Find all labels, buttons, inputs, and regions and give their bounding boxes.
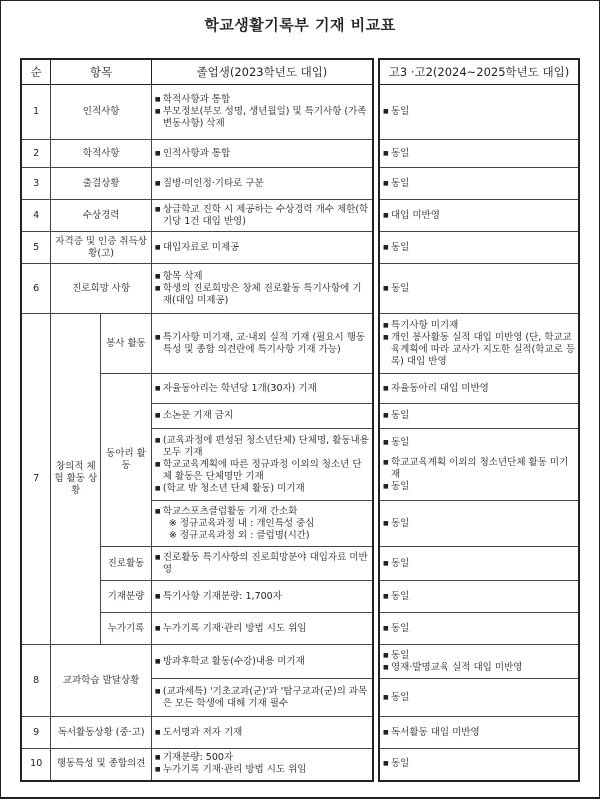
table-row: 5 자격증 및 인증 취득상황(고) ■ 대입자료로 미제공 <box>21 232 373 264</box>
table-row <box>21 85 373 140</box>
table-row: 7 창의적 체험 활동 상황 봉사 활동 ■ 특기사항 미기재, 교·내외 실적 기재 (필요시 행동특성 및 종합 의견란에 특기사항 기재 가능) <box>21 314 373 374</box>
header-item: 항목 <box>51 59 151 85</box>
row-no: 1 <box>21 85 51 140</box>
current-students-comparison-table: 고3 ·고2(2024~2025학년도 대입) ■ 동일 ■ 동일 ■ 동일 ■ 대입 미반영 ■ 동일 ■ 동일 ■ 특기사항 미기재 ■ 개인 봉사활동 실적 대입 미반영 (단, 학교교육계획에 따라 교사가 지도한 실적(학교로 등록) 대입 반영 ■ 자율동아리 대입 미반영 ■ 동일 ■ 동일 ■ 학교교육계획 이외의 청소년단체 활동 미기재 ■ 동일 ■ 동일 ■ 동일 ■ 동일 ■ 동일 ■ 동일 ■ 영재·발명교육 실적 대입 미반영 ■ 동일 ■ 독서활동 대입 미반영 ■ 동일 <box>378 58 580 782</box>
document-title: 학교생활기록부 기재 비교표 <box>204 16 396 34</box>
table-row: 6 진로희망 사항 ■ 항목 삭제 ■ 학생의 진로희망은 창체 진로활동 특기사항에 기재(대입 미제공) <box>21 264 373 314</box>
table-row: 4 수상경력 ■ 상급학교 진학 시 제공하는 수상경력 개수 제한(학기당 1건 대입 반영) <box>21 200 373 232</box>
row-content: ■ 학적사항과 통합 ■ 부모정보(부모 성명, 생년월일) 및 특기사항 (가족변동사항) 삭제 <box>151 85 373 140</box>
header-current: 고3 ·고2(2024~2025학년도 대입) <box>379 59 579 85</box>
table-row: 10 행동특성 및 종합의견 ■ 기재분량: 500자 ■ 누가기록 기재·관리 방법 시도 위임 <box>21 749 373 781</box>
header-graduate: 졸업생(2023학년도 대입) <box>151 59 373 85</box>
graduate-comparison-table: 순 항목 졸업생(2023학년도 대입) 1 인적사항 ■ 학적사항과 통합 ■ 부모정보(부모 성명, 생년월일) 및 특기사항 (가족변동사항) 삭제 2 학적사항 ■ 인적사항과 통합 3 출결상황 ■ 질병·미인정·기타로 구분 4 수상경력 ■ 상급학교 진학 시 제공하는 수상경력 개수 제한(학기당 1건 대입 반영) 5 자격증 및 인증 취득상황(고) ■ 대입자료로 미제공 6 진로희망 사항 ■ 항목 삭제 ■ 학생의 진로희망은 창체 진로활동 특기사항에 기재(대입 미제공) 7 창의적 체험 활동 상황 봉사 활동 ■ 특기사항 미기재, 교·내외 실적 기재 (필요시 행동특성 및 종합 의견란에 특기사항 기재 가능) 동아리 활동 ■ 자율동아리는 학년당 1개(30자) 기재 ■ 소논문 기재 금지 ■ (교육과정에 편성된 청소년단체) 단체명, 활동내용 모두 기재 ■ 학교교육계획에 따른 정규과정 이외의 청소년 단체 활동은 단체명만 기재 ■ (학교 밖 청소년 단체 활동) 미기재 ■ 학교스포츠클럽활동 기재 간소화 ※ 정규교육과정 내 : 개인특성 중심 ※ 정규교육과정 외 : 클럽명(시간) 진로활동 ■ 진로활동 특기사항의 진로희망분야 대입자료 미반영 기재분량 ■ 특기사항 기재분량: 1,700자 누가기록 ■ 누가기록 기재·관리 방법 시도 위임 8 교과학습 발달상황 ■ 방과후학교 활동(수강)내용 미기재 ■ (교과세특) '기초교과(군)'과 '탐구교과(군)의 과목은 모든 학생에 대해 기재 필수 9 독서활동상황 (중·고) ■ 도서명과 저자 기재 10 행동특성 및 종합의견 ■ 기재분량: 500자 ■ 누가기록 기재·관리 방법 시도 위임 <box>20 58 374 782</box>
table-row: 8 교과학습 발달상황 ■ 방과후학교 활동(수강)내용 미기재 <box>21 645 373 679</box>
table-row: 9 독서활동상황 (중·고) ■ 도서명과 저자 기재 <box>21 717 373 749</box>
row-item: 인적사항 <box>51 85 151 140</box>
header-no: 순 <box>21 59 51 85</box>
table-row: 2 학적사항 ■ 인적사항과 통합 <box>21 140 373 168</box>
table-row: 3 출결상황 ■ 질병·미인정·기타로 구분 <box>21 168 373 200</box>
